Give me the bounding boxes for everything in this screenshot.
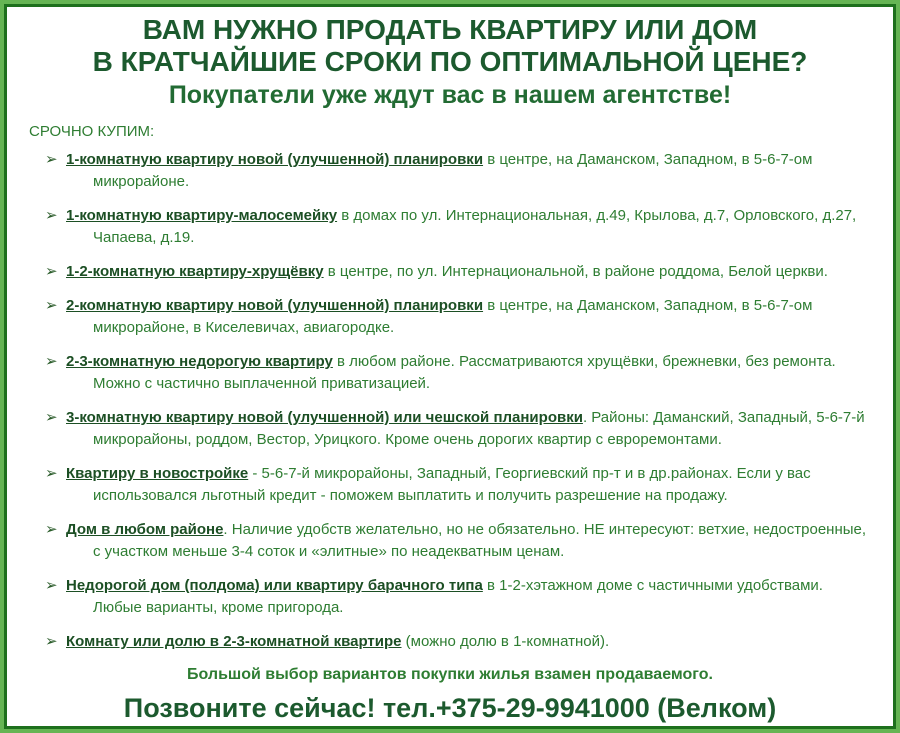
item-lead: Квартиру в новостройке bbox=[66, 465, 249, 482]
arrow-bullet-icon: ➢ bbox=[45, 409, 58, 426]
list-item bbox=[25, 463, 875, 507]
call-now-phone: Позвоните сейчас! тел.+375-29-9941000 (Велком) bbox=[123, 693, 777, 723]
item-rest: (можно долю в 1-комнатной). bbox=[401, 633, 610, 650]
item-rest: в любом районе. Рассматриваются хрущёвки, брежневки, без ремонта. Можно с частично выплаченной приватизацией. bbox=[93, 353, 836, 392]
arrow-bullet-icon: ➢ bbox=[45, 263, 58, 280]
arrow-bullet-icon: ➢ bbox=[45, 297, 58, 314]
item-rest: в домах по ул. Интернациональная, д.49, Крылова, д.7, Орловского, д.27, Чапаева, д.19. bbox=[93, 207, 857, 246]
list-item bbox=[25, 295, 875, 339]
headline-line-2: В КРАТЧАЙШИЕ СРОКИ ПО ОПТИМАЛЬНОЙ ЦЕНЕ? bbox=[92, 46, 808, 77]
arrow-bullet-icon: ➢ bbox=[45, 633, 58, 650]
list-item bbox=[25, 261, 875, 283]
list-item bbox=[25, 407, 875, 451]
list-item bbox=[25, 631, 875, 653]
item-rest: . Районы: Даманский, Западный, 5-6-7-й микрорайоны, роддом, Вестор, Урицкого. Кроме очень дорогих квартир с евроремонтами. bbox=[93, 409, 865, 448]
item-lead: 1-комнатную квартиру-малосемейку bbox=[66, 207, 338, 224]
arrow-bullet-icon: ➢ bbox=[45, 151, 58, 168]
list-item bbox=[25, 351, 875, 395]
item-rest: - 5-6-7-й микрорайоны, Западный, Георгиевский пр-т и в др.районах. Если у вас использовался льготный кредит - поможем выплатить и получить разрешение на продажу. bbox=[93, 465, 811, 504]
exchange-note: Большой выбор вариантов покупки жилья взамен продаваемого. bbox=[187, 666, 713, 683]
arrow-bullet-icon: ➢ bbox=[45, 521, 58, 538]
item-rest: . Наличие удобств желательно, но не обязательно. НЕ интересуют: ветхие, недостроенные, с участком меньше 3-4 соток и «элитные» по неадекватным ценам. bbox=[93, 521, 867, 560]
headline-line-1: ВАМ НУЖНО ПРОДАТЬ КВАРТИРУ ИЛИ ДОМ bbox=[142, 14, 758, 45]
item-rest: в центре, на Даманском, Западном, в 5-6-7-ом микрорайоне, в Киселевичах, авиагородке. bbox=[93, 297, 813, 336]
item-lead: Дом в любом районе bbox=[66, 521, 224, 538]
arrow-bullet-icon: ➢ bbox=[45, 465, 58, 482]
list-item bbox=[25, 575, 875, 619]
arrow-bullet-icon: ➢ bbox=[45, 207, 58, 224]
item-rest: в центре, на Даманском, Западном, в 5-6-7-ом микрорайоне. bbox=[93, 151, 813, 190]
list-item bbox=[25, 149, 875, 193]
item-rest: в 1-2-хэтажном доме с частичными удобствами. Любые варианты, кроме пригорода. bbox=[93, 577, 823, 616]
item-lead: Недорогой дом (полдома) или квартиру барачного типа bbox=[66, 577, 483, 594]
arrow-bullet-icon: ➢ bbox=[45, 577, 58, 594]
item-rest: в центре, по ул. Интернациональной, в районе роддома, Белой церкви. bbox=[323, 263, 828, 280]
headline-subtitle: Покупатели уже ждут вас в нашем агентстве! bbox=[168, 81, 732, 109]
item-lead: 1-2-комнатную квартиру-хрущёвку bbox=[66, 263, 324, 280]
flyer-header bbox=[25, 14, 875, 110]
offer-list bbox=[25, 149, 875, 653]
arrow-bullet-icon: ➢ bbox=[45, 353, 58, 370]
list-item bbox=[25, 519, 875, 563]
list-item bbox=[25, 205, 875, 249]
item-lead: Комнату или долю в 2-3-комнатной квартире bbox=[66, 633, 402, 650]
item-lead: 2-3-комнатную недорогую квартиру bbox=[66, 353, 333, 370]
urgent-buy-intro: СРОЧНО КУПИМ: bbox=[29, 123, 155, 140]
item-lead: 1-комнатную квартиру новой (улучшенной) планировки bbox=[66, 151, 484, 168]
item-lead: 2-комнатную квартиру новой (улучшенной) планировки bbox=[66, 297, 484, 314]
item-lead: 3-комнатную квартиру новой (улучшенной) или чешской планировки bbox=[66, 409, 583, 426]
flyer-page bbox=[4, 4, 896, 729]
